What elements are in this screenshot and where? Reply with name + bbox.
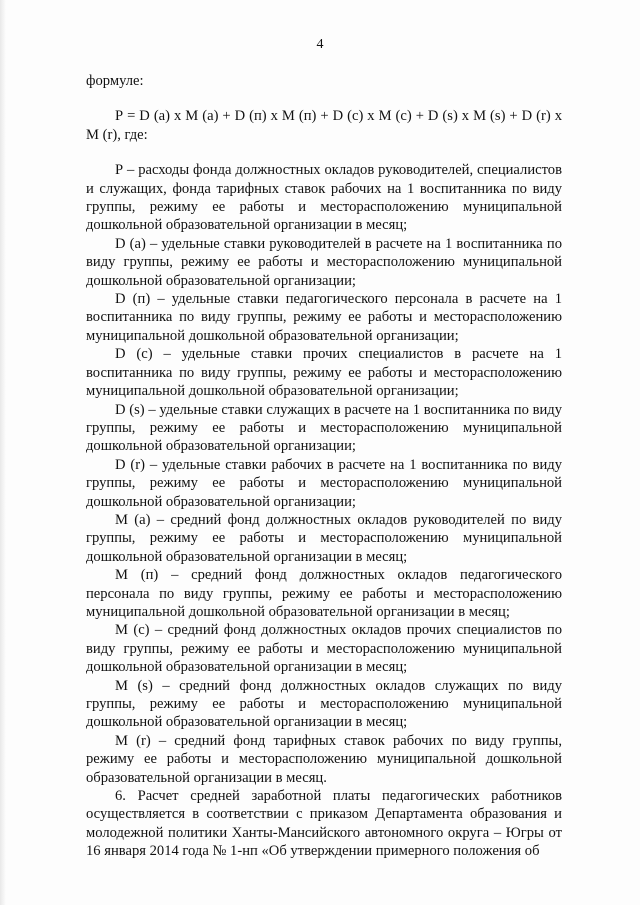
page-number: 4 <box>316 37 324 52</box>
legend-item-m-c: М (с) – средний фонд должностных окладов прочих специалистов по виду группы, режиму ее работы и месторасположению муниципальной дошкольной образовательной организации в месяц; <box>86 622 562 676</box>
legend-item-m-a: М (а) – средний фонд должностных окладов руководителей по виду группы, режиму ее работы и месторасположению муниципальной дошкольной образовательной организации в месяц; <box>86 511 562 565</box>
legend-item-p: Р – расходы фонда должностных окладов руководителей, специалистов и служащих, фонда тарифных ставок рабочих на 1 воспитанника по виду группы, режиму ее работы и месторасположению муниципальной дошкольной образовательной организации в месяц; <box>86 162 562 234</box>
formula-intro: формуле: <box>86 73 144 89</box>
formula: Р = D (a) x M (a) + D (п) x M (п) + D (c) x M (c) + D (s) x M (s) + D (r) x M (r), где: <box>86 108 562 143</box>
legend-item-d-a: D (а) – удельные ставки руководителей в расчете на 1 воспитанника по виду группы, режиму ее работы и месторасположению муниципальной дошкольной образовательной организации; <box>86 235 562 289</box>
legend-item-m-p: М (п) – средний фонд должностных окладов педагогического персонала по виду группы, режиму ее работы и месторасположению муниципальной дошкольной образовательной организации в месяц; <box>86 567 562 620</box>
paragraph-6: 6. Расчет средней заработной платы педагогических работников осуществляется в соответствии с приказом Департамента образования и молодежной политики Ханты-Мансийского автономного округа – Югры от 16 января 2014 года № 1-нп «Об утверждении примерного положения об <box>86 788 562 860</box>
legend-item-d-s: D (s) – удельные ставки служащих в расчете на 1 воспитанника по виду группы, режиму ее работы и месторасположению муниципальной дошкольной образовательной организации; <box>86 401 562 455</box>
legend-item-d-c: D (с) – удельные ставки прочих специалистов в расчете на 1 воспитанника по виду группы, режиму ее работы и месторасположению муниципальной дошкольной образовательной организации; <box>86 346 562 400</box>
legend-item-d-r: D (r) – удельные ставки рабочих в расчете на 1 воспитанника по виду группы, режиму ее работы и месторасположению муниципальной дошкольной образовательной организации; <box>86 456 562 510</box>
legend-item-m-r: М (r) – средний фонд тарифных ставок рабочих по виду группы, режиму ее работы и месторасположению муниципальной дошкольной образовательной организации в месяц. <box>86 732 562 786</box>
scan-edge-shadow <box>0 0 6 905</box>
legend-item-d-p: D (п) – удельные ставки педагогического персонала в расчете на 1 воспитанника по виду группы, режиму ее работы и месторасположению муниципальной дошкольной образовательной организации; <box>86 291 562 344</box>
legend-item-m-s: М (s) – средний фонд должностных окладов служащих по виду группы, режиму ее работы и месторасположению муниципальной дошкольной образовательной организации в месяц; <box>86 677 562 731</box>
page-content <box>86 72 562 861</box>
